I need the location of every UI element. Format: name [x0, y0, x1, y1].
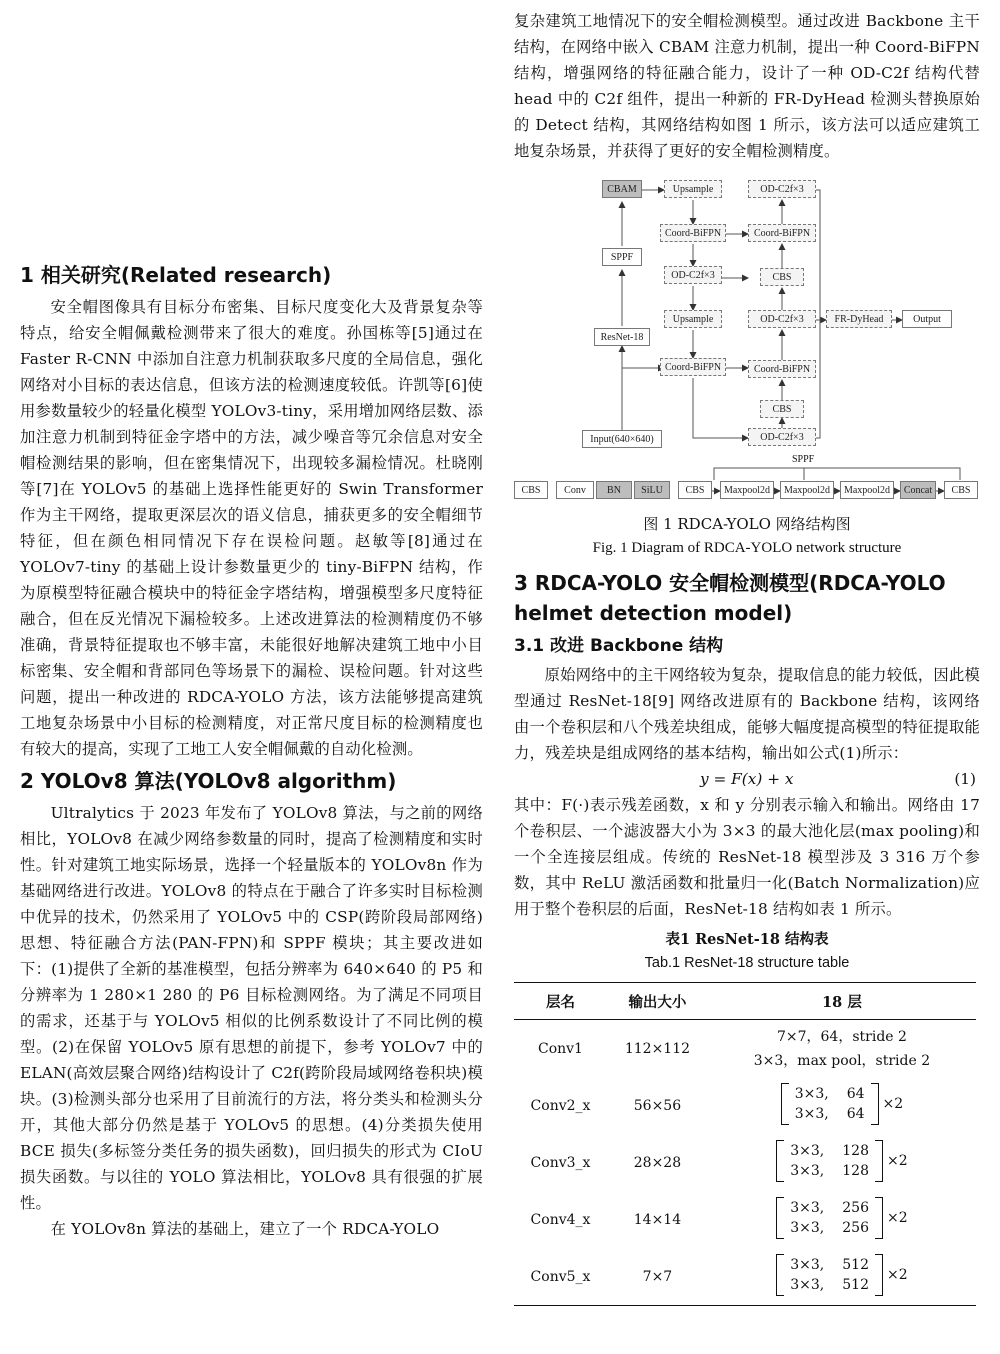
node-cbam: CBAM	[602, 180, 642, 198]
node-coord-bifpn-4: Coord-BiFPN	[748, 360, 816, 378]
section-3-title: 3 RDCA-YOLO 安全帽检测模型(RDCA-YOLO helmet detection model)	[514, 571, 946, 625]
cell-layer-name: Conv2_x	[530, 1097, 591, 1114]
sppf-detail-maxpool-2: Maxpool2d	[780, 481, 834, 499]
node-input: Input(640×640)	[582, 430, 662, 448]
cell-output-size: 56×56	[633, 1097, 682, 1114]
node-coord-bifpn-1: Coord-BiFPN	[660, 224, 726, 242]
conv1-line-1: 7×7，64，stride 2	[776, 1028, 907, 1045]
section-2-title: 2 YOLOv8 算法(YOLOv8 algorithm)	[20, 769, 397, 793]
section-2-paragraph-1: Ultralytics 于 2023 年发布了 YOLOv8 算法，与之前的网络相比，YOLOv8 在减少网络参数量的同时，提高了检测精度和实时性。针对建筑工地实际场景，选择一个轻量版本的 YOLOv8n 作为基础网络进行改进。YOLOv8 的特点在于融合了许多实时目标检测中优异的技术，仍然采用了 YOLOv5 中的 CSP(跨阶段局部网络)思想、特征融合方法(PAN-FPN)和 SPPF 模块；其主要改进如下：(1)提供了全新的基准模型，包括分辨率为 640×640 的 P5 和分辨率为 1 280×1 280 的 P6 目标检测网络。为了满足不同项目的需求，还基于与 YOLOv5 相似的比例系数设计了不同比例的模型。(2)在保留 YOLOv5 原有思想的前提下，参考 YOLOv7 中的 ELAN(高效层聚合网络)结构设计了 C2f(跨阶段局域网络卷积块)模块。(3)检测头部分也采用了目前流行的方法，将分类头和检测头分开，其他大部分仍然是基于 YOLOv5 的思想。(4)分类损失使用 BCE 损失(多标签分类任务的损失函数)，回归损失的形式为 CIoU 损失函数。与以往的 YOLO 算法相比，YOLOv8 具有很强的扩展性。	[20, 804, 483, 1212]
formula-number: (1)	[954, 770, 976, 788]
block-matrix: 3×3, 128 3×3, 128 ×2	[776, 1140, 907, 1182]
cell-layer-name: Conv5_x	[514, 1248, 607, 1306]
diagram-nodes	[514, 168, 980, 508]
section-1-title: 1 相关研究(Related research)	[20, 263, 332, 287]
conv1-line-2: 3×3，max pool，stride 2	[753, 1052, 931, 1069]
section-1-paragraph: 安全帽图像具有目标分布密集、目标尺度变化大及背景复杂等特点，给安全帽佩戴检测带来了很大的难度。孙国栋等[5]通过在 Faster R-CNN 中添加自注意力机制获取多尺度的全局信息，强化网络对小目标的表达信息，但该方法的检测速度较低。许凯等[6]使用参数量较少的轻量化模型 YOLOv3-tiny，采用增加网络层数、添加注意力机制到特征金字塔中的方法，减少噪音等冗余信息对安全帽检测结果的影响，但在密集情况下，出现较多漏检情况。杜晓刚等[7]在 YOLOv5 的基础上选择性能更好的 Swin Transformer 作为主干网络，提取更深层次的语义信息，捕获更多的安全帽细节特征，但在颜色相同情况下存在误检问题。赵敏等[8]通过在 YOLOv7-tiny 的基础上设计参数量更少的 tiny-BiFPN 结构，作为原模型特征融合模块中的特征金字塔结构，增强模型多尺度特征融合，但在反光情况下漏检较多。上述改进算法的检测精度仍不够准确，背景特征提取也不够丰富，未能很好地解决建筑工地中小目标密集、安全帽和背部同色等场景下的漏检、误检问题。针对这些问题，提出一种改进的 RDCA-YOLO 方法，该方法能够提高建筑工地复杂场景中小目标的检测精度，对正常尺度目标的检测精度也有较大的提高，实现了工地工人安全帽佩戴的自动化检测。	[20, 298, 483, 758]
table-row	[514, 1020, 976, 1078]
node-upsample-2: Upsample	[664, 310, 722, 328]
node-od-c2f-mid: OD-C2f×3	[748, 310, 816, 328]
cell-config	[708, 1077, 976, 1134]
cell-layer-name: Conv4_x	[530, 1211, 591, 1228]
resnet-table	[514, 982, 976, 1306]
table-header-18-layer: 18 层	[708, 983, 976, 1020]
subsection-3-1-paragraph-2: 其中：F(·)表示残差函数，x 和 y 分别表示输入和输出。网络由 17 个卷积层、一个滤波器大小为 3×3 的最大池化层(max pooling)和一个全连接层组成。传统的 ResNet-18 模型涉及 3 316 万个参数，其中 ReLU 激活函数和批量归一化(Batch Normalization)应用于整个卷积层的后面，ResNet-18 结构如表 1 所示。	[514, 796, 980, 918]
cell-config	[708, 1020, 976, 1078]
cbs-detail-bn: BN	[596, 481, 632, 499]
cbs-detail-silu: SiLU	[634, 481, 670, 499]
table-row	[514, 1077, 976, 1134]
node-cbs-2: CBS	[760, 400, 804, 418]
sppf-detail-cbs-2: CBS	[944, 481, 978, 499]
node-od-c2f-top: OD-C2f×3	[748, 180, 816, 198]
right-column	[514, 8, 980, 164]
figure-caption-cn: 图 1 RDCA-YOLO 网络结构图	[643, 515, 851, 533]
block-matrix: 3×3, 256 3×3, 256 ×2	[776, 1197, 907, 1239]
node-coord-bifpn-2: Coord-BiFPN	[660, 358, 726, 376]
node-sppf: SPPF	[602, 248, 642, 266]
node-fr-dyhead: FR-DyHead	[826, 310, 892, 328]
node-coord-bifpn-3: Coord-BiFPN	[748, 224, 816, 242]
table-header-output: 输出大小	[607, 983, 708, 1020]
table-header-layer: 层名	[514, 983, 607, 1020]
figure-caption-en: Fig. 1 Diagram of RDCA-YOLO network structure	[592, 540, 902, 556]
left-column	[20, 256, 483, 1242]
cell-output-size: 14×14	[633, 1211, 682, 1228]
node-cbs-1: CBS	[760, 268, 804, 286]
subsection-3-1-paragraph-1: 原始网络中的主干网络较为复杂，提取信息的能力较低，因此模型通过 ResNet-18[9] 网络改进原有的 Backbone 结构，该网络由一个卷积层和八个残差块组成，能够大幅度提高模型的特征提取能力，残差块是组成网络的基本结构，输出如公式(1)所示：	[514, 666, 980, 762]
diagram-canvas	[514, 168, 980, 508]
sppf-detail-label: SPPF	[792, 454, 815, 465]
cell-output-size: 7×7	[607, 1248, 708, 1306]
node-resnet: ResNet-18	[594, 328, 650, 346]
table-row	[514, 1248, 976, 1306]
sppf-detail-maxpool-3: Maxpool2d	[840, 481, 894, 499]
formula-1	[514, 766, 980, 792]
cell-config	[708, 1191, 976, 1248]
cell-config	[708, 1248, 976, 1306]
sppf-detail-cbs-1: CBS	[678, 481, 712, 499]
intro-continuation: 复杂建筑工地情况下的安全帽检测模型。通过改进 Backbone 主干结构，在网络中嵌入 CBAM 注意力机制，提出一种 Coord-BiFPN 结构，增强网络的特征融合能力，设计了一种 OD-C2f 结构代替 head 中的 C2f 组件，提出一种新的 FR-DyHead 检测头替换原始的 Detect 结构，其网络结构如图 1 所示，该方法可以适应建筑工地复杂场景，并获得了更好的安全帽检测精度。	[514, 12, 980, 160]
cell-output-size: 112×112	[624, 1040, 691, 1057]
table-row	[514, 1191, 976, 1248]
block-matrix: 3×3, 64 3×3, 64 ×2	[781, 1083, 903, 1125]
cbs-detail-cbs: CBS	[514, 481, 548, 499]
table-caption-cn: 表1 ResNet-18 结构表	[665, 931, 829, 948]
subsection-3-1-title: 3.1 改进 Backbone 结构	[514, 636, 724, 656]
sppf-detail-maxpool-1: Maxpool2d	[720, 481, 774, 499]
cell-output-size: 28×28	[633, 1154, 682, 1171]
sppf-detail-concat: Concat	[900, 481, 936, 499]
node-output: Output	[902, 310, 952, 328]
formula-expression: y = F(x) + x	[700, 770, 794, 788]
cbs-detail-conv: Conv	[556, 481, 594, 499]
node-od-c2f-a: OD-C2f×3	[664, 266, 722, 284]
section-2-paragraph-2: 在 YOLOv8n 算法的基础上，建立了一个 RDCA-YOLO	[50, 1220, 440, 1238]
table-row	[514, 1134, 976, 1191]
block-matrix: 3×3, 512 3×3, 512 ×2	[776, 1254, 907, 1296]
table-caption-en: Tab.1 ResNet-18 structure table	[644, 955, 850, 971]
cell-layer-name: Conv3_x	[530, 1154, 591, 1171]
cell-layer-name: Conv1	[537, 1040, 583, 1057]
cell-config	[708, 1134, 976, 1191]
right-column-lower	[514, 512, 980, 1306]
node-upsample-1: Upsample	[664, 180, 722, 198]
node-od-c2f-bottom: OD-C2f×3	[748, 428, 816, 446]
